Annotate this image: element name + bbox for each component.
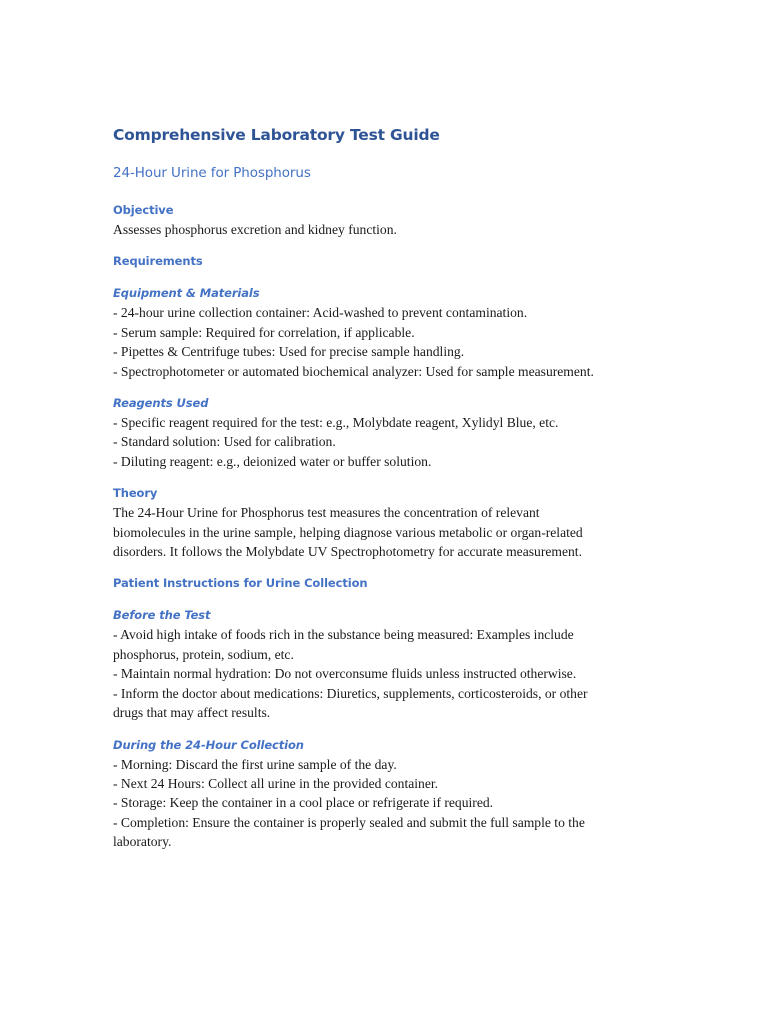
during-collection-list [113,755,653,852]
theory-heading: Theory [113,486,158,501]
theory-line: disorders. It follows the Molybdate UV Spectrophotometry for accurate measurement. [113,544,582,560]
requirements-heading: Requirements [113,254,203,269]
document-title: Comprehensive Laboratory Test Guide [113,126,440,144]
list-item: - Next 24 Hours: Collect all urine in the provided container. [113,775,439,791]
objective-heading: Objective [113,203,174,217]
list-item: drugs that may affect results. [113,705,271,721]
list-item: - Pipettes & Centrifuge tubes: Used for precise sample handling. [113,344,465,360]
reagents-list [113,413,653,471]
test-name-heading: 24-Hour Urine for Phosphorus [113,165,311,181]
list-item: - Specific reagent required for the test: e.g., Molybdate reagent, Xylidyl Blue, etc. [113,415,559,431]
before-test-list [113,625,653,722]
list-item: - Standard solution: Used for calibration. [113,434,336,450]
list-item: - 24-hour urine collection container: Acid-washed to prevent contamination. [113,305,528,321]
before-test-heading: Before the Test [113,608,211,623]
during-collection-heading: During the 24-Hour Collection [113,737,304,752]
list-item: - Storage: Keep the container in a cool place or refrigerate if required. [113,795,494,811]
document-page [113,124,653,852]
list-item: - Avoid high intake of foods rich in the substance being measured: Examples include [113,627,574,643]
list-item: - Completion: Ensure the container is properly sealed and submit the full sample to the [113,814,585,830]
objective-text: Assesses phosphorus excretion and kidney function. [113,222,397,237]
list-item: laboratory. [113,834,172,850]
reagents-heading: Reagents Used [113,396,209,411]
list-item: - Spectrophotometer or automated biochemical analyzer: Used for sample measurement. [113,363,594,379]
patient-instructions-heading: Patient Instructions for Urine Collection [113,576,368,591]
list-item: phosphorus, protein, sodium, etc. [113,646,294,662]
list-item: - Maintain normal hydration: Do not overconsume fluids unless instructed otherwise. [113,666,577,682]
equipment-list [113,303,653,381]
list-item: - Morning: Discard the first urine sample of the day. [113,756,397,772]
list-item: - Inform the doctor about medications: Diuretics, supplements, corticosteroids, or other [113,685,588,701]
theory-line: biomolecules in the urine sample, helping diagnose various metabolic or organ-related [113,524,583,540]
list-item: - Diluting reagent: e.g., deionized water or buffer solution. [113,453,432,469]
theory-text [113,503,653,561]
list-item: - Serum sample: Required for correlation, if applicable. [113,324,415,340]
equipment-heading: Equipment & Materials [113,286,260,301]
theory-line: The 24-Hour Urine for Phosphorus test measures the concentration of relevant [113,505,540,521]
